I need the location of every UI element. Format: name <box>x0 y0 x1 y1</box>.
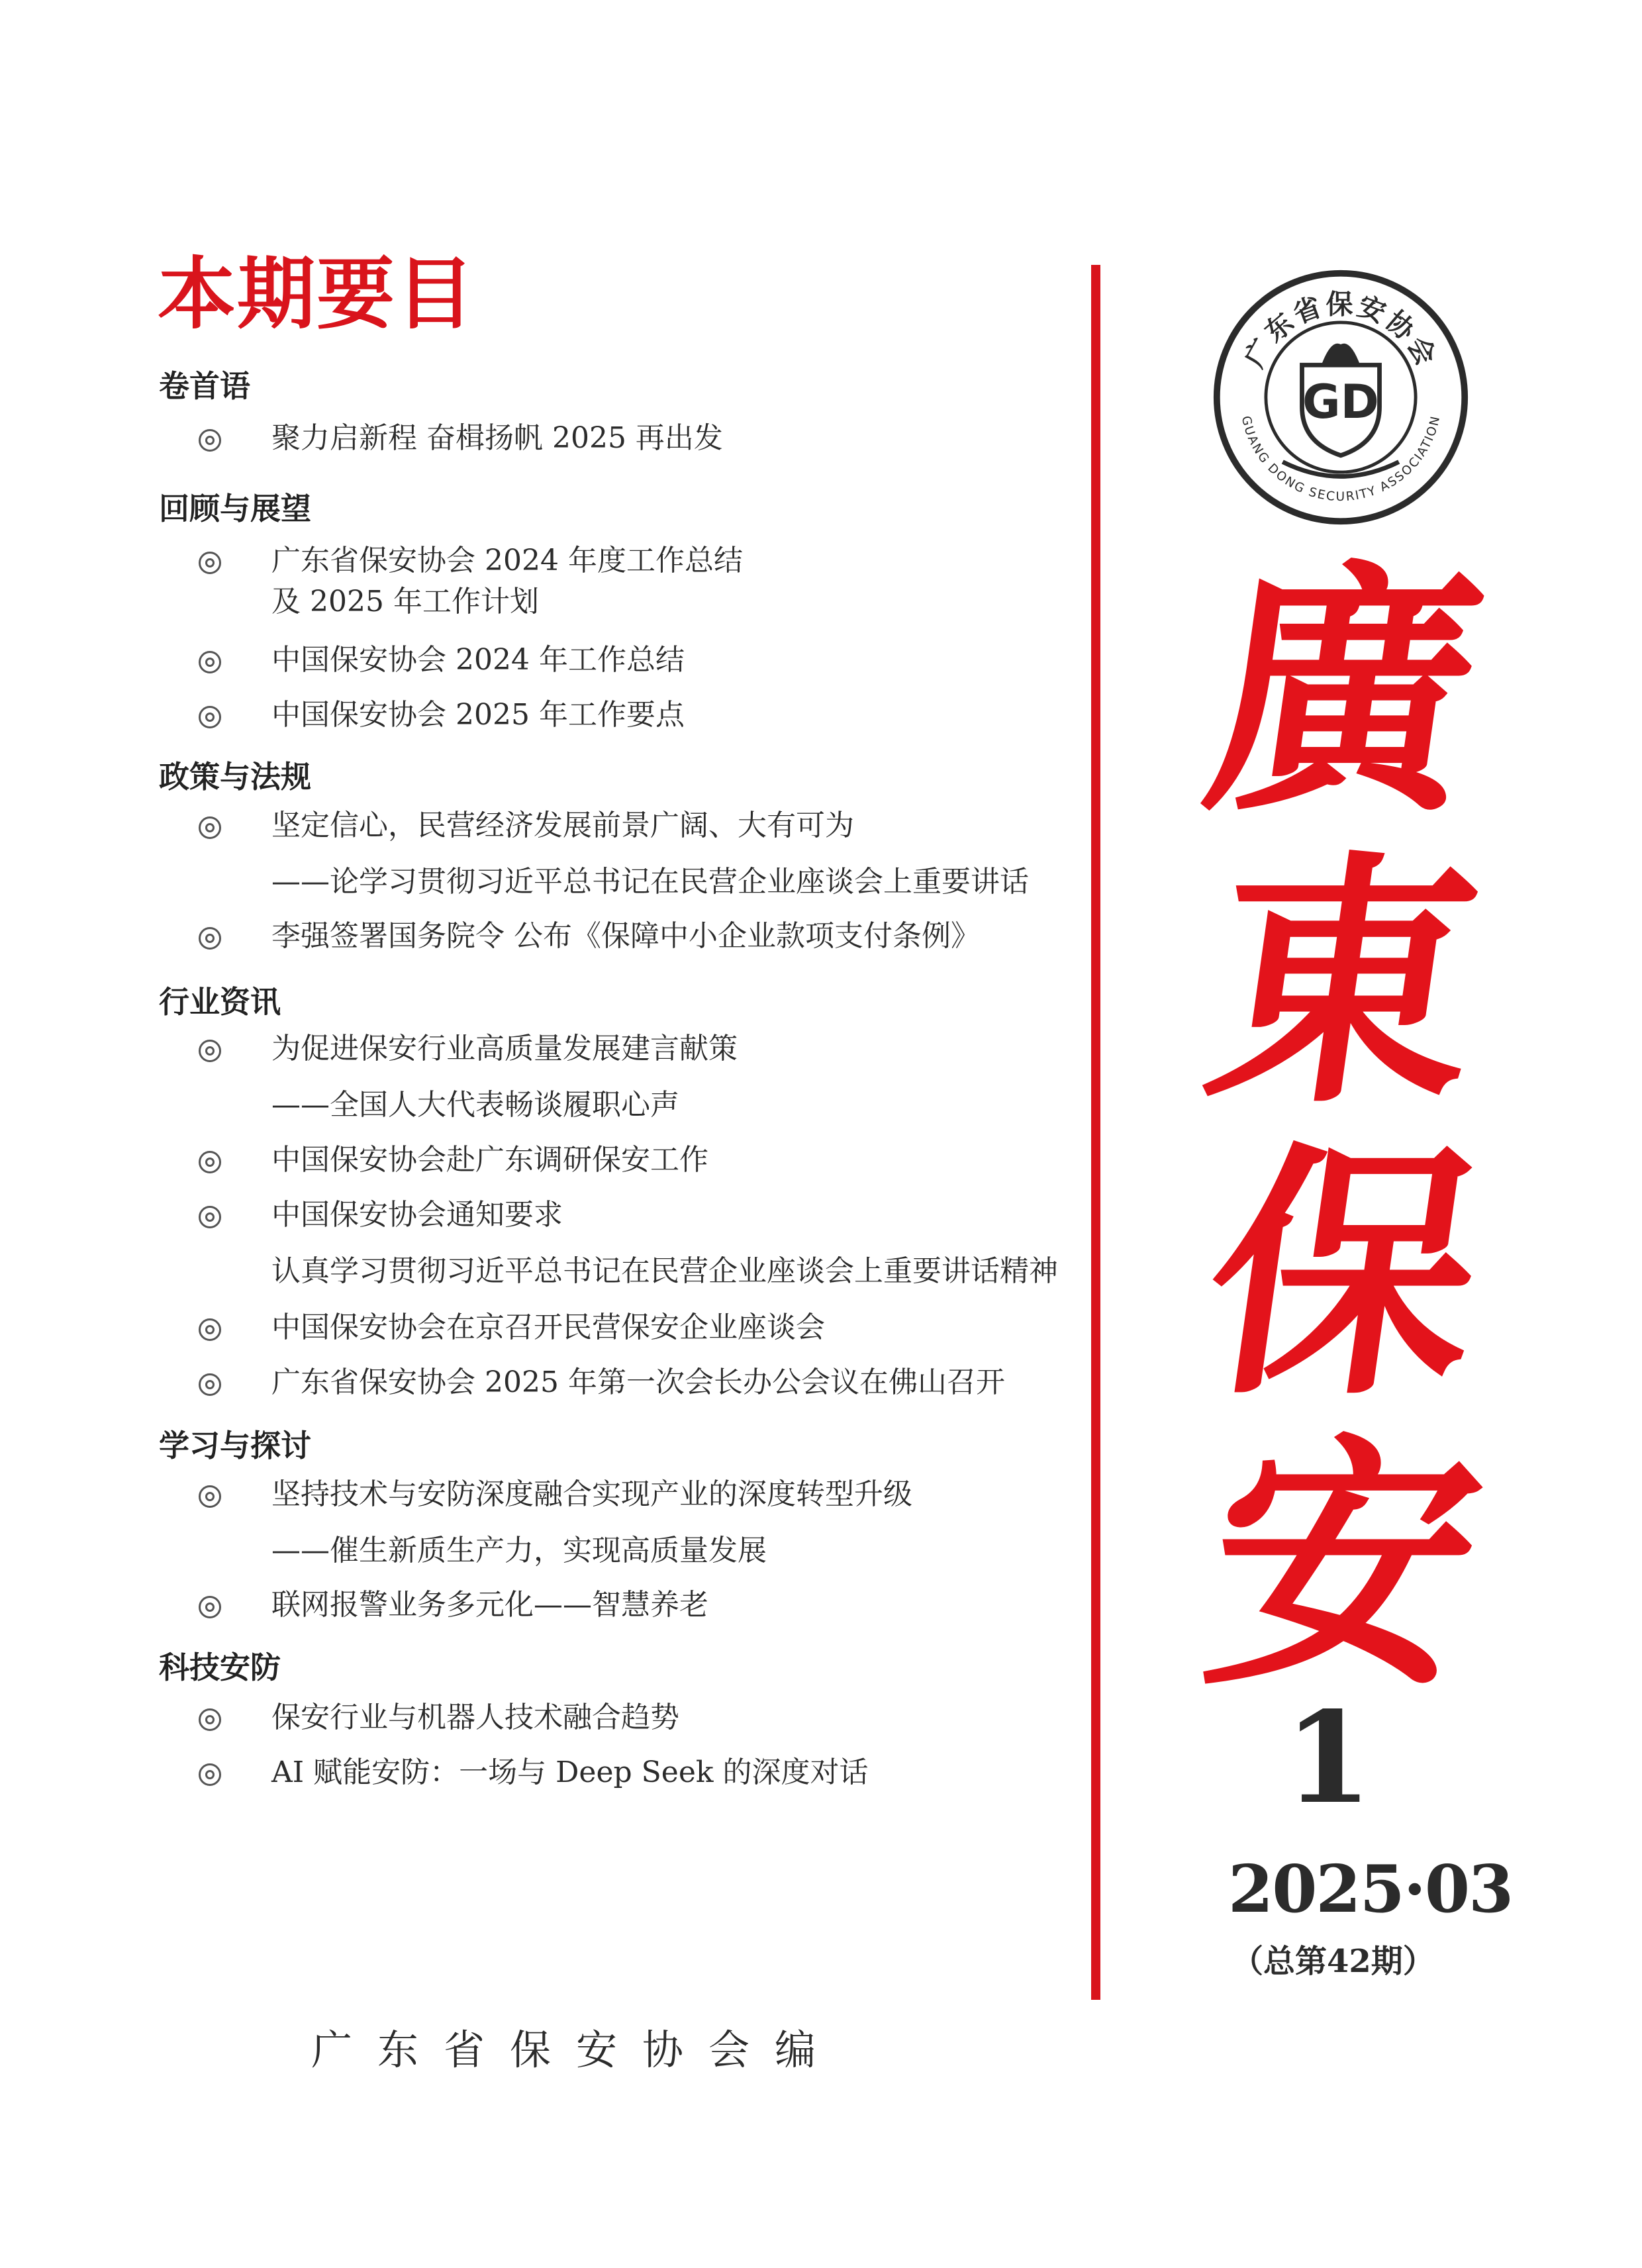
circle-bullet-icon <box>199 1206 221 1228</box>
section-label: 行业资讯 <box>159 984 281 1020</box>
entry-line: 联网报警业务多元化——智慧养老 <box>271 1588 708 1622</box>
toc-title: 本期要目 <box>158 248 476 340</box>
circle-bullet-icon <box>199 1763 221 1786</box>
circle-bullet-icon <box>199 1708 221 1731</box>
entry-line: 保安行业与机器人技术融合趋势 <box>271 1701 679 1734</box>
entry-line: 中国保安协会 2024 年工作总结 <box>271 643 685 677</box>
entry-line: ——催生新质生产力，实现高质量发展 <box>271 1534 767 1567</box>
circle-bullet-icon <box>199 429 221 452</box>
section-label: 科技安防 <box>159 1650 281 1685</box>
section-label: 卷首语 <box>159 368 250 404</box>
entry-line: 坚定信心，民营经济发展前景广阔、大有可为 <box>271 809 854 842</box>
title-char: 保 <box>1189 1119 1499 1430</box>
issue-date: 2025·03 <box>1228 1851 1513 1928</box>
circle-bullet-icon <box>199 1318 221 1341</box>
logo-english-text: GUANG DONG SECURITY ASSOCIATION <box>1238 415 1443 505</box>
title-char: 東 <box>1189 828 1499 1139</box>
circle-bullet-icon <box>199 1485 221 1508</box>
circle-bullet-icon <box>199 816 221 839</box>
entry-line: 中国保安协会在京召开民营保安企业座谈会 <box>271 1310 825 1344</box>
association-logo <box>1212 268 1470 526</box>
red-divider <box>1091 265 1100 2000</box>
entry-line: 坚持技术与安防深度融合实现产业的深度转型升级 <box>271 1477 912 1511</box>
section-label: 政策与法规 <box>159 759 311 795</box>
entry-line: 聚力启新程 奋楫扬帆 2025 再出发 <box>271 421 723 455</box>
entry-line: 李强签署国务院令 公布《保障中小企业款项支付条例》 <box>271 919 980 953</box>
circle-bullet-icon <box>199 552 221 574</box>
section-label: 回顾与展望 <box>159 491 311 526</box>
entry-line: 中国保安协会通知要求 <box>271 1198 563 1232</box>
circle-bullet-icon <box>199 1373 221 1396</box>
circle-bullet-icon <box>199 651 221 673</box>
entry-line: 为促进保安行业高质量发展建言献策 <box>271 1032 738 1065</box>
circle-bullet-icon <box>199 1151 221 1173</box>
circle-bullet-icon <box>199 1040 221 1062</box>
entry-line: 及 2025 年工作计划 <box>271 585 539 618</box>
entry-line: 广东省保安协会 2024 年度工作总结 <box>271 544 743 577</box>
entry-line: 广东省保安协会 2025 年第一次会长办公会议在佛山召开 <box>271 1365 1005 1399</box>
publisher: 广东省保安协会编 <box>311 2026 842 2074</box>
entry-line: ——全国人大代表畅谈履职心声 <box>271 1088 679 1122</box>
logo-emblem-letters: GD <box>1302 375 1379 430</box>
title-char: 安 <box>1189 1410 1499 1722</box>
logo-ring-text: 广东省保安协会 <box>1238 288 1443 373</box>
circle-bullet-icon <box>199 1596 221 1618</box>
circle-bullet-icon <box>199 706 221 728</box>
issue-total: （总第42期） <box>1232 1943 1435 1980</box>
circle-bullet-icon <box>199 927 221 950</box>
entry-line: 认真学习贯彻习近平总书记在民营企业座谈会上重要讲话精神 <box>271 1254 1058 1288</box>
section-label: 学习与探讨 <box>159 1428 311 1463</box>
issue-number: 1 <box>1284 1684 1373 1832</box>
entry-line: 中国保安协会 2025 年工作要点 <box>271 698 685 732</box>
entry-line: ——论学习贯彻习近平总书记在民营企业座谈会上重要讲话 <box>271 865 1029 899</box>
entry-line: 中国保安协会赴广东调研保安工作 <box>271 1143 708 1177</box>
entry-line: AI 赋能安防：一场与 Deep Seek 的深度对话 <box>271 1755 869 1789</box>
title-char: 廣 <box>1189 536 1499 848</box>
